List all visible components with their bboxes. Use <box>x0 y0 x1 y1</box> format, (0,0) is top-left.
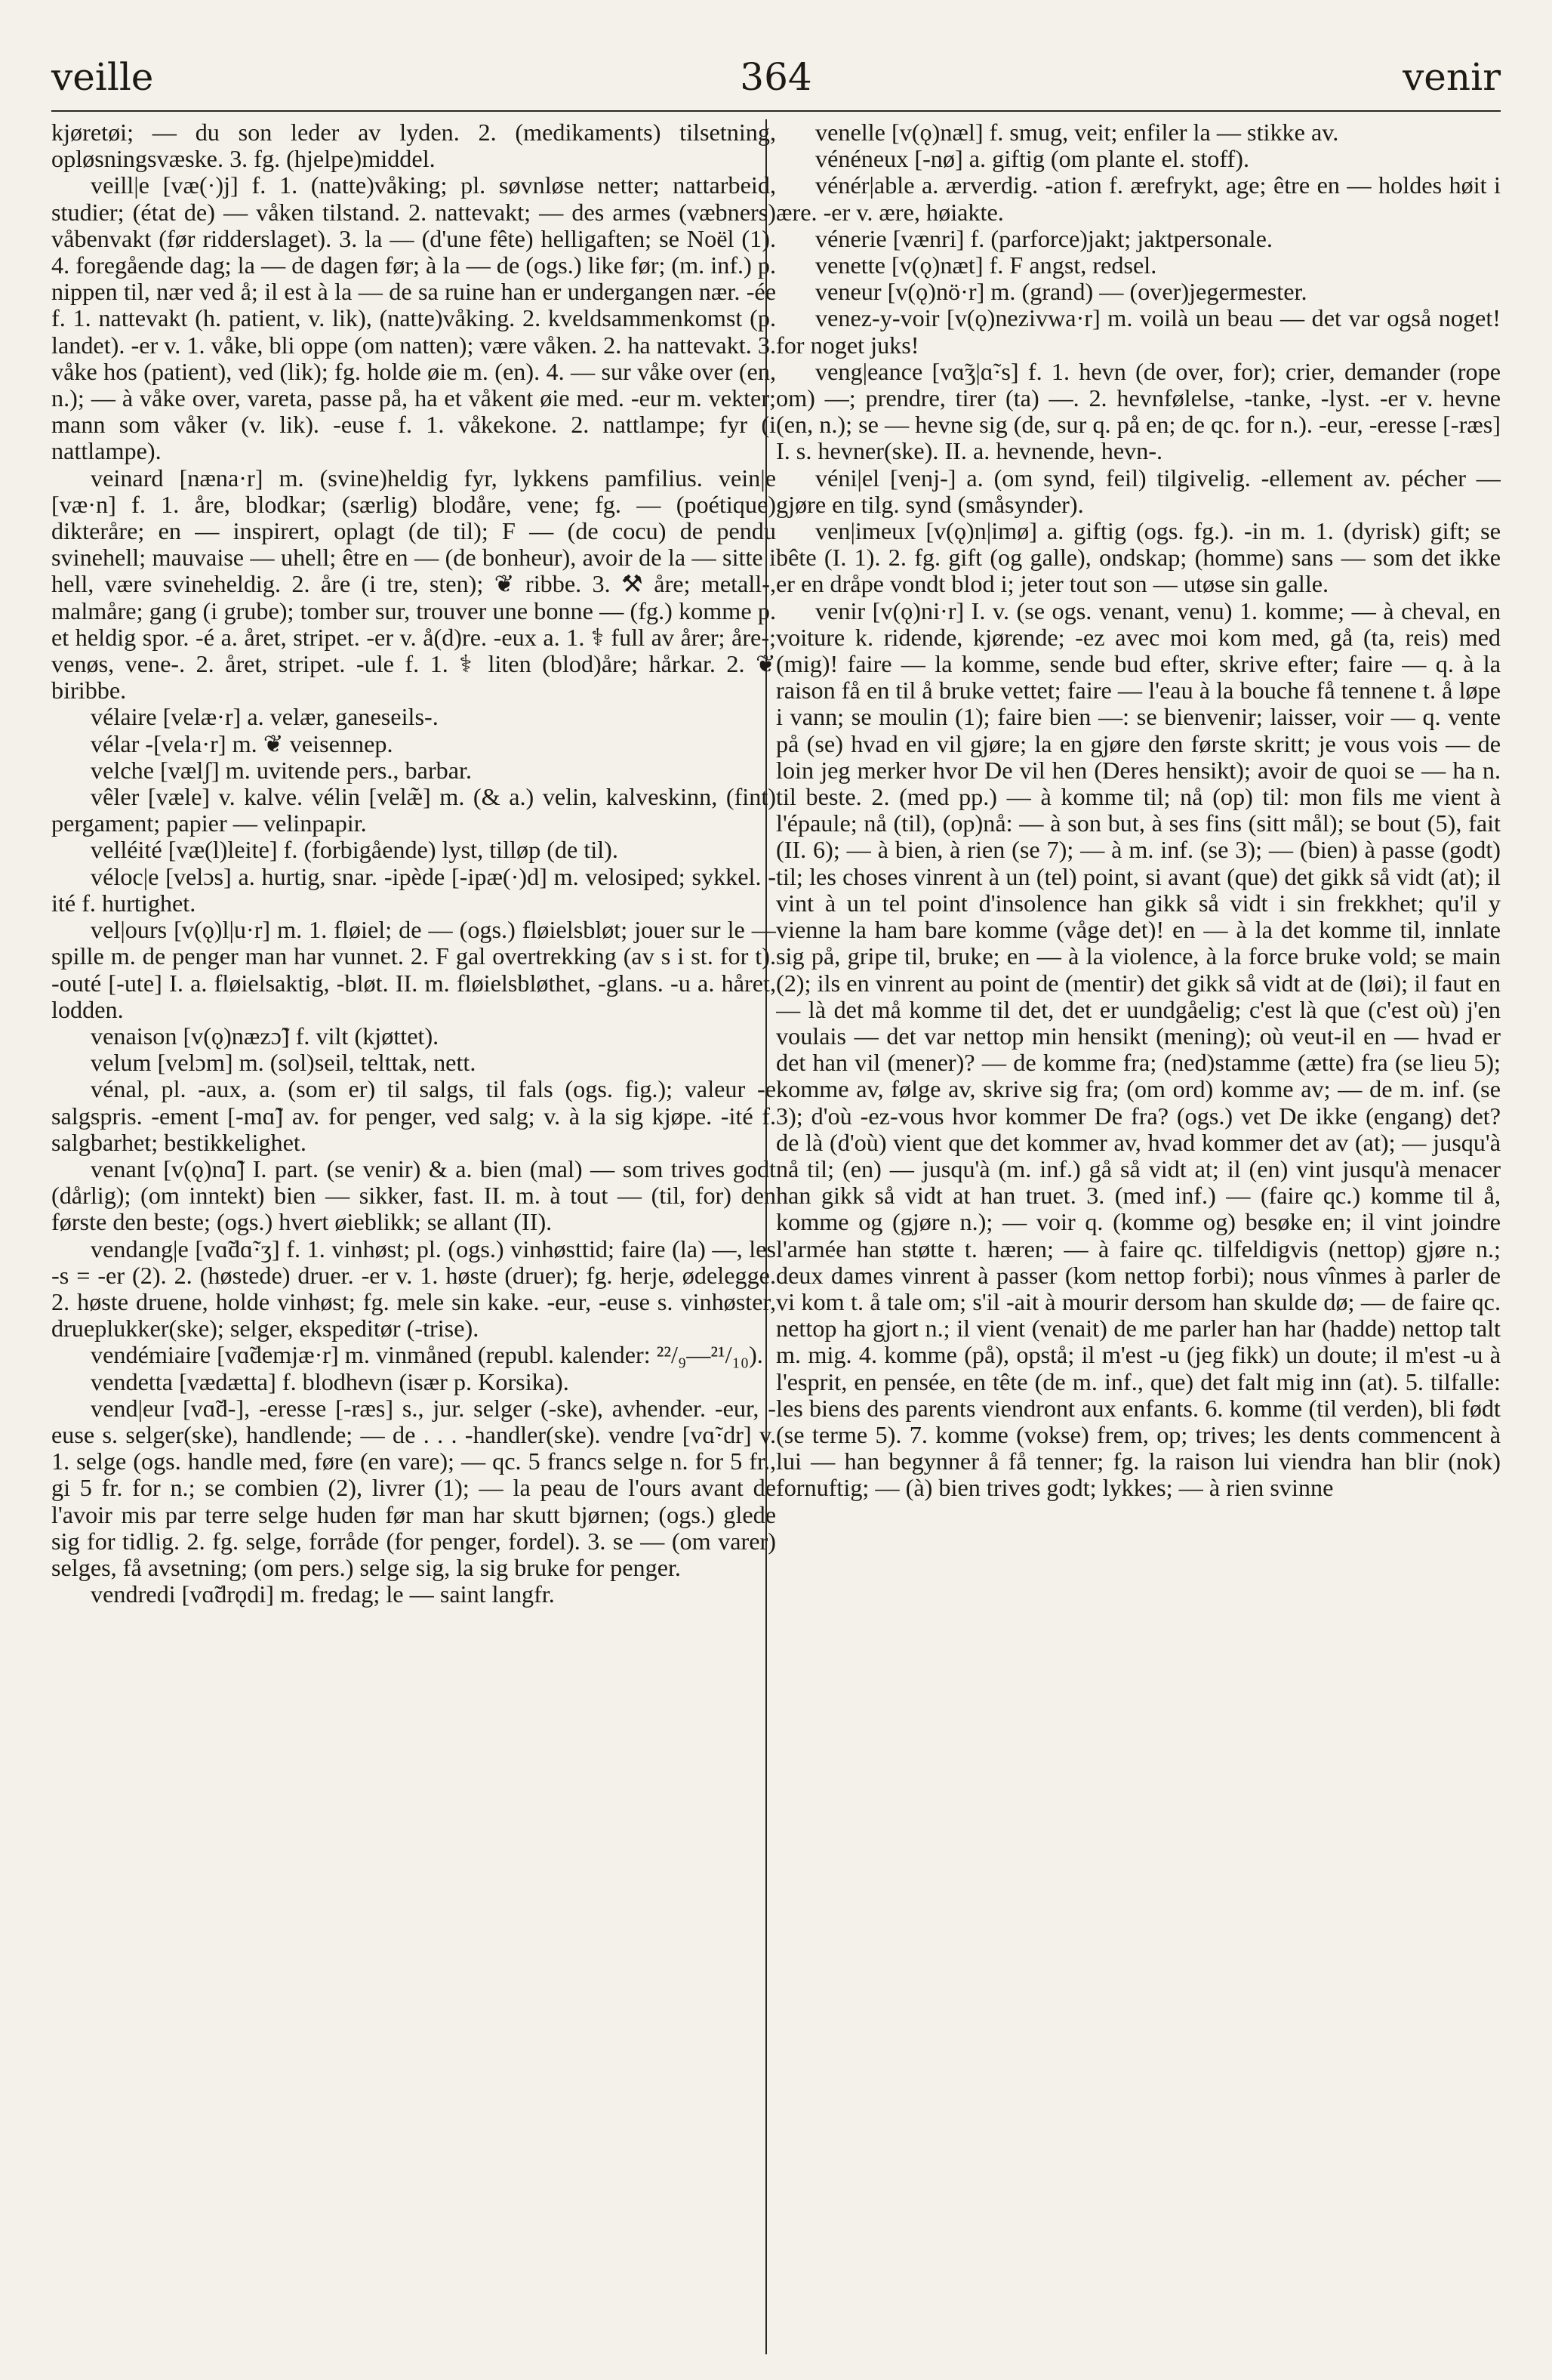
dictionary-entry: vendetta [vædætta] f. blodhevn (især p. Korsika). <box>91 1367 569 1395</box>
dictionary-entry: vénal, pl. -aux, a. (som er) til salgs, til fals (ogs. fig.); valeur -e salgspris. -ement [-mɑ̃] av. for penger, ved salg; v. à la sig kjøpe. -ité f. salgbarhet; bestikkelighet. <box>51 1075 776 1156</box>
dictionary-entry: venez-y-voir [v(ǫ)nezivwa·r] m. voilà un beau — det var også noget! for noget juks! <box>776 304 1501 359</box>
dictionary-entry: velche [vælʃ] m. uvitende pers., barbar. <box>91 756 472 784</box>
dictionary-entry: vendang|e [vɑ̃dɑ̃·ʒ] f. 1. vinhøst; pl. (ogs.) vinhøsttid; faire (la) —, les -s = -er (2). 2. (høstede) druer. -er v. 1. høste (druer); fg. herje, ødelegge. 2. høste druene, holde vinhøst; fg. mele sin kake. -eur, -euse s. vinhøster, drueplukker(ske); selger, ekspeditør (-trise). <box>51 1235 776 1343</box>
dictionary-entry: velléité [væ(l)leite] f. (forbigående) lyst, tilløp (de til). <box>91 836 618 864</box>
dictionary-entry: veng|eance [vɑ̃ʒ|ɑ̃·s] f. 1. hevn (de over, for); crier, demander (rope om) —; prendre, tirer (ta) —. 2. hevnfølelse, -tanke, -lyst. -er v. hevne (en, n.); se — hevne sig (de, sur q. på en; de qc. for n.). -eur, -eresse [-ræs] I. s. hevner(ske). II. a. hevnende, hevn-. <box>776 357 1501 465</box>
right-guide-word: venir <box>1403 55 1501 99</box>
dictionary-entry: venelle [v(ǫ)næl] f. smug, veit; enfiler la — stikke av. <box>815 119 1339 146</box>
dictionary-entry: vélaire [velæ·r] a. velær, ganeseils-. <box>91 703 439 731</box>
dictionary-entry: vendredi [vɑ̃drǫdi] m. fredag; le — saint langfr. <box>91 1580 555 1608</box>
dictionary-entry: vêler [væle] v. kalve. vélin [velæ̃] m. (& a.) velin, kalveskinn, (fint) pergament; papier — velinpapir. <box>51 783 776 837</box>
dictionary-entry: veneur [v(ǫ)nö·r] m. (grand) — (over)jegermester. <box>815 278 1307 306</box>
dictionary-entry: vendémiaire [vɑ̃demjæ·r] m. vinmåned (republ. kalender: ²²/₉—²¹/₁₀). <box>91 1341 763 1369</box>
right-column <box>776 119 1501 2366</box>
dictionary-entry: véloc|e [velɔs] a. hurtig, snar. -ipède [-ipæ(·)d] m. velosiped; sykkel. -ité f. hurtighet. <box>51 862 776 917</box>
running-header <box>51 54 1501 100</box>
dictionary-entry: véni|el [venj-] a. (om synd, feil) tilgivelig. -ellement av. pécher — gjøre en tilg. synd (småsynder). <box>776 464 1501 518</box>
dictionary-entry: veill|e [væ(·)j] f. 1. (natte)våking; pl. søvnløse netter; nattarbeid, studier; (état de) — våken tilstand. 2. nattevakt; — des armes (væbners) våbenvakt (før ridderslaget). 3. la — (d'une fête) helligaften; se Noël (1). 4. foregående dag; la — de dagen før; à la — de (ogs.) like før; (m. inf.) p. nippen til, nær ved å; il est à la — de sa ruine han er undergangen nær. -ée f. 1. nattevakt (h. patient, v. lik), (natte)våking. 2. kveldsammenkomst (p. landet). -er v. 1. våke, bli oppe (om natten); være våken. 2. ha nattevakt. 3. våke hos (patient), ved (lik); fg. holde øie m. (en). 4. — sur våke over (en, n.); — à våke over, vareta, passe på, ha et våkent øie med. -eur m. vekter; mann som våker (v. lik). -euse f. 1. våkekone. 2. nattlampe; fyr (i nattlampe). <box>51 171 776 465</box>
dictionary-entry: vénér|able a. ærverdig. -ation f. ærefrykt, age; être en — holdes høit i ære. -er v. ære, høiakte. <box>776 171 1501 226</box>
dictionary-entry: venaison [v(ǫ)næzɔ̃] f. vilt (kjøttet). <box>91 1022 439 1050</box>
dictionary-entry: venant [v(ǫ)nɑ̃] I. part. (se venir) & a. bien (mal) — som trives godt (dårlig); (om inntekt) bien — sikker, fast. II. m. à tout — (til, for) den første den beste; (ogs.) hvert øieblikk; se allant (II). <box>51 1155 776 1236</box>
dictionary-entry: ven|imeux [v(ǫ)n|imø] a. giftig (ogs. fg.). -in m. 1. (dyrisk) gift; se bête (I. 1). 2. fg. gift (og galle), ondskap; (homme) sans — som det ikke er en dråpe vondt blod i; jeter tout son — utøse sin galle. <box>776 517 1501 598</box>
dictionary-entry: vel|ours [v(ǫ)l|u·r] m. 1. fløiel; de — (ogs.) fløielsbløt; jouer sur le — spille m. de penger man har vunnet. 2. F gal overtrekking (av s i st. for t). -outé [-ute] I. a. fløielsaktig, -bløt. II. m. fløielsbløthet, -glans. -u a. håret, lodden. <box>51 916 776 1023</box>
header-rule <box>51 110 1501 112</box>
dictionary-entry: vénerie [vænri] f. (parforce)jakt; jaktpersonale. <box>815 224 1273 252</box>
dictionary-entry: veinard [næna·r] m. (svine)heldig fyr, lykkens pamfilius. vein|e [væ·n] f. 1. åre, blodkar; (særlig) blodåre, vene; fg. — (poétique) dikteråre; en — inspirert, oplagt (de til); F — (de cocu) de pendu svinehell; mauvaise — uhell; être en — (de bonheur), avoir de la — sitte i hell, være svineheldig. 2. åre (i tre, sten); ❦ ribbe. 3. ⚒ åre; metall-, malmåre; gang (i grube); tomber sur, trouver une bonne — (fg.) komme p. et heldig spor. -é a. året, stripet. -er v. å(d)re. -eux a. 1. ⚕ full av årer; åre-; venøs, vene-. 2. året, stripet. -ule f. 1. ⚕ liten (blod)åre; hårkar. 2. ❦ biribbe. <box>51 464 776 704</box>
dictionary-entry: velum [velɔm] m. (sol)seil, telttak, nett. <box>91 1049 476 1077</box>
left-guide-word: veille <box>51 55 154 99</box>
dictionary-entry: venir [v(ǫ)ni·r] I. v. (se ogs. venant, venu) 1. komme; — à cheval, en voiture k. ridende, kjørende; -ez avec moi kom med, gå (ta, reis) med (mig)! faire — la komme, sende bud efter, skrive efter; faire — q. à la raison få en til å bruke vettet; faire — l'eau à la bouche få tennene t. å løpe i vann; se moulin (1); faire bien —: se bienvenir; laisser, voir — q. vente på (se) hvad en vil gjøre; la en gjøre den første skritt; je vous vois — de loin jeg merker hvor De vil hen (Deres hensikt); avoir de quoi se — ha n. til beste. 2. (med pp.) — à komme til; nå (op) til: mon fils me vient à l'épaule; nå (til), (op)nå: — à son but, à ses fins (sitt mål); se bout (5), fait (II. 6); — à bien, à rien (se 7); — à m. inf. (se 3); — (bien) à passe (godt) til; les choses vinrent à un (tel) point, si avant (que) det gikk så vidt (at); il vint à un tel point d'insolence han gikk så vidt i sin frekkhet; qu'il y vienne la ham bare komme (våge det)! en — à la det komme til, innlate sig på, gripe til, bruke; en — à la violence, à la force bruke vold; se main (2); ils en vinrent au point de (mentir) det gikk så vidt at de (løi); il faut en — là det må komme til det, det er uundgåelig; c'est là que (c'est où) j'en voulais — det var nettop min hensikt (mening); où veut-il en — hvad er det han vil (mener)? — de komme fra; (ned)stamme (ætte) fra (se lieu 5); komme av, følge av, skrive sig fra; (om ord) komme av; — de m. inf. (se 3); d'où -ez-vous hvor kommer De fra? (ogs.) vet De ikke (engang) det? de là (d'où) vient que det kommer av, hvad kommer det av (at); — jusqu'à nå til; (en) — jusqu'à (m. inf.) gå så vidt at; il (en) vint jusqu'à menacer han gikk så vidt at han truet. 3. (med inf.) — (faire qc.) komme til å, komme og (gjøre n.); — voir q. (komme og) besøke en; il vint joindre l'armée han støtte t. hæren; — à faire qc. tilfeldigvis (nettop) gjøre n.; deux dames vinrent à passer (kom nettop forbi); nous vînmes à parler de vi kom t. å tale om; s'il -ait à mourir dersom han skulde dø; — de faire qc. nettop ha gjort n.; il vient (venait) de me parler han har (hadde) nettop talt m. mig. 4. komme (på), opstå; il m'est -u (jeg fikk) un doute; il m'est -u à l'esprit, en pensée, en tête (de m. inf., que) det falt mig inn (at). 5. tilfalle: les biens des parents viendront aux enfants. 6. komme (til verden), bli født (se terme 5). 7. komme (vokse) frem, op; trives; les dents commencent à lui — han begynner å få tenner; fg. la raison lui viendra han blir (nok) fornuftig; — (à) bien trives godt; lykkes; — à rien svinne <box>776 597 1501 1502</box>
dictionary-entry: vend|eur [vɑ̃d-], -eresse [-ræs] s., jur. selger (-ske), avhender. -eur, -euse s. selger(ske), handlende; — de . . . -handler(ske). vendre [vɑ̃·dr] v. 1. selge (ogs. handle med, føre (en vare); — qc. 5 francs selge n. for 5 fr., gi 5 fr. for n.; se combien (2), livrer (1); — la peau de l'ours avant de l'avoir mis par terre selge huden før man har skutt bjørnen; (ogs.) glede sig for tidlig. 2. fg. selge, forråde (for penger, fordel). 3. se — (om varer) selges, få avsetning; (om pers.) selge sig, la sig bruke for penger. <box>51 1394 776 1581</box>
dictionary-entry: vénéneux [-nø] a. giftig (om plante el. stoff). <box>815 145 1250 173</box>
dictionary-entry: kjøretøi; — du son leder av lyden. 2. (medikaments) tilsetning, opløsningsvæske. 3. fg. (hjelpe)middel. <box>51 119 776 173</box>
left-column <box>51 119 776 2366</box>
dictionary-entry: venette [v(ǫ)næt] f. F angst, redsel. <box>815 251 1157 279</box>
dictionary-entry: vélar -[vela·r] m. ❦ veisennep. <box>91 729 393 757</box>
page-number: 364 <box>740 55 812 99</box>
